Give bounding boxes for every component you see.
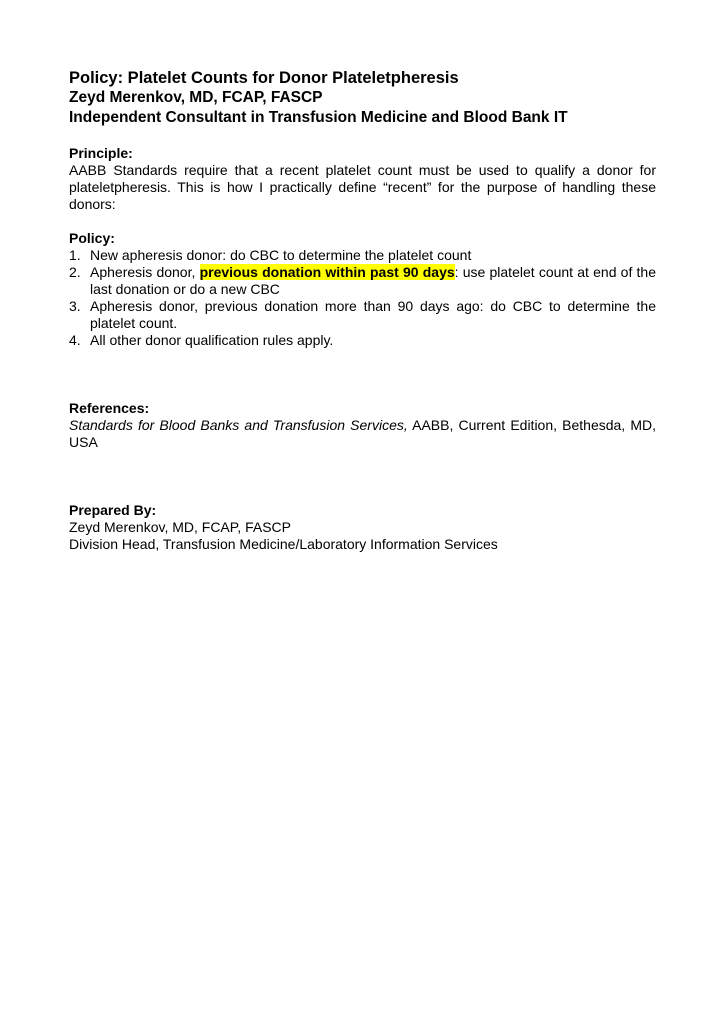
document-page: [69, 68, 656, 553]
policy-item-number: 2.: [69, 264, 81, 280]
preparer-name: Zeyd Merenkov, MD, FCAP, FASCP: [69, 519, 291, 535]
author-role: Independent Consultant in Transfusion Medicine and Blood Bank IT: [69, 109, 568, 126]
policy-item-text-before: Apheresis donor,: [90, 264, 200, 280]
principle-heading: Principle:: [69, 145, 133, 161]
policy-item-4: [69, 332, 656, 349]
policy-item-2: [69, 264, 656, 298]
policy-list: [69, 247, 656, 349]
prepared-by-section: [69, 502, 656, 553]
references-heading: References:: [69, 400, 150, 416]
policy-item-text: New apheresis donor: do CBC to determine the platelet count: [90, 247, 472, 263]
policy-item-number: 1.: [69, 247, 81, 263]
author-name: Zeyd Merenkov, MD, FCAP, FASCP: [69, 89, 323, 106]
references-section: [69, 400, 656, 451]
principle-section: [69, 145, 656, 213]
policy-item-text-after: : use platelet count at end of the last donation or do a new CBC: [90, 264, 656, 297]
policy-section: [69, 230, 656, 349]
principle-text: AABB Standards require that a recent platelet count must be used to qualify a donor for plateletpheresis. This is how I practically define “recent” for the purpose of handling these donors:: [69, 162, 656, 212]
document-header: [69, 68, 656, 128]
policy-item-highlight: previous donation within past 90 days: [199, 264, 455, 280]
prepared-by-heading: Prepared By:: [69, 502, 157, 518]
preparer-title: Division Head, Transfusion Medicine/Laboratory Information Services: [69, 536, 498, 552]
reference-entry: [69, 417, 656, 451]
policy-item-text: Apheresis donor, previous donation more than 90 days ago: do CBC to determine the platelet count.: [90, 298, 656, 331]
reference-details: AABB, Current Edition, Bethesda, MD, USA: [69, 417, 656, 450]
document-title: Policy: Platelet Counts for Donor Plateletpheresis: [69, 69, 459, 87]
policy-item-3: [69, 298, 656, 332]
policy-item-1: [69, 247, 656, 264]
policy-heading: Policy:: [69, 230, 115, 246]
policy-item-number: 3.: [69, 298, 81, 314]
policy-item-text: All other donor qualification rules apply.: [90, 332, 334, 348]
policy-item-number: 4.: [69, 332, 81, 348]
reference-title: Standards for Blood Banks and Transfusion Services,: [69, 417, 408, 433]
